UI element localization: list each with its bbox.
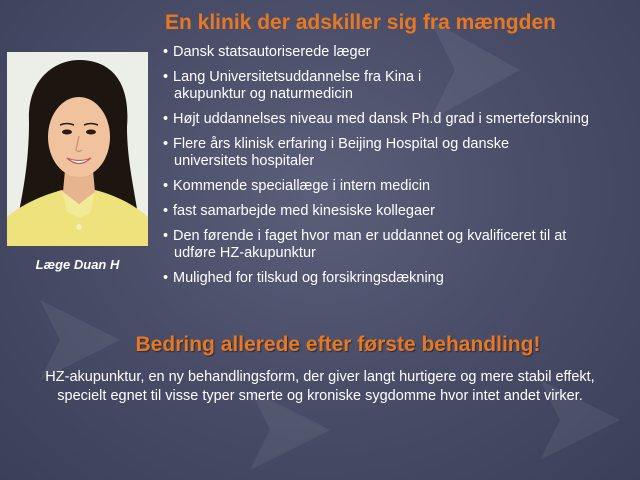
bullet-text-continued: udføre HZ-akupunktur bbox=[174, 245, 316, 261]
bullet-icon: • bbox=[163, 136, 169, 152]
bullet-icon: • bbox=[163, 270, 169, 286]
bullet-text: Dansk statsautoriserede læger bbox=[173, 44, 371, 60]
bullet-text: Lang Universitetsuddannelse fra Kina i bbox=[173, 69, 422, 85]
list-item bbox=[163, 178, 640, 195]
list-item bbox=[163, 270, 640, 287]
list-item bbox=[163, 136, 640, 170]
bullet-list bbox=[163, 44, 640, 295]
body-line: HZ-akupunktur, en ny behandlingsform, der giver langt hurtigere og mere stabil effekt, bbox=[45, 369, 595, 385]
doctor-photo bbox=[7, 52, 148, 246]
bullet-icon: • bbox=[163, 228, 169, 244]
bullet-icon: • bbox=[163, 178, 169, 194]
bullet-icon: • bbox=[163, 203, 169, 219]
bullet-icon: • bbox=[163, 69, 169, 85]
bullet-text: Den førende i faget hvor man er uddannet og kvalificeret til at bbox=[173, 228, 567, 244]
list-item bbox=[163, 228, 640, 262]
body-line: specielt egnet til visse typer smerte og kroniske sygdomme hvor intet andet virker. bbox=[57, 388, 583, 404]
bullet-text-continued: universitets hospitaler bbox=[174, 153, 315, 169]
bullet-text: Flere års klinisk erfaring i Beijing Hospital og danske bbox=[173, 136, 510, 152]
bullet-text: fast samarbejde med kinesiske kollegaer bbox=[173, 203, 435, 219]
list-item bbox=[163, 69, 640, 103]
bullet-text: Højt uddannelses niveau med dansk Ph.d grad i smerteforskning bbox=[173, 111, 589, 127]
slide-title: En klinik der adskiller sig fra mængden bbox=[165, 11, 556, 34]
bullet-icon: • bbox=[163, 111, 169, 127]
bullet-text: Mulighed for tilskud og forsikringsdækning bbox=[173, 270, 444, 286]
subheading: Bedring allerede efter første behandling! bbox=[135, 333, 541, 356]
bullet-icon: • bbox=[163, 44, 169, 60]
list-item bbox=[163, 111, 640, 128]
photo-caption: Læge Duan H bbox=[35, 257, 120, 272]
list-item bbox=[163, 44, 640, 61]
body-paragraph bbox=[0, 368, 640, 406]
list-item bbox=[163, 203, 640, 220]
bullet-text: Kommende speciallæge i intern medicin bbox=[173, 178, 431, 194]
bullet-text-continued: akupunktur og naturmedicin bbox=[174, 86, 353, 102]
